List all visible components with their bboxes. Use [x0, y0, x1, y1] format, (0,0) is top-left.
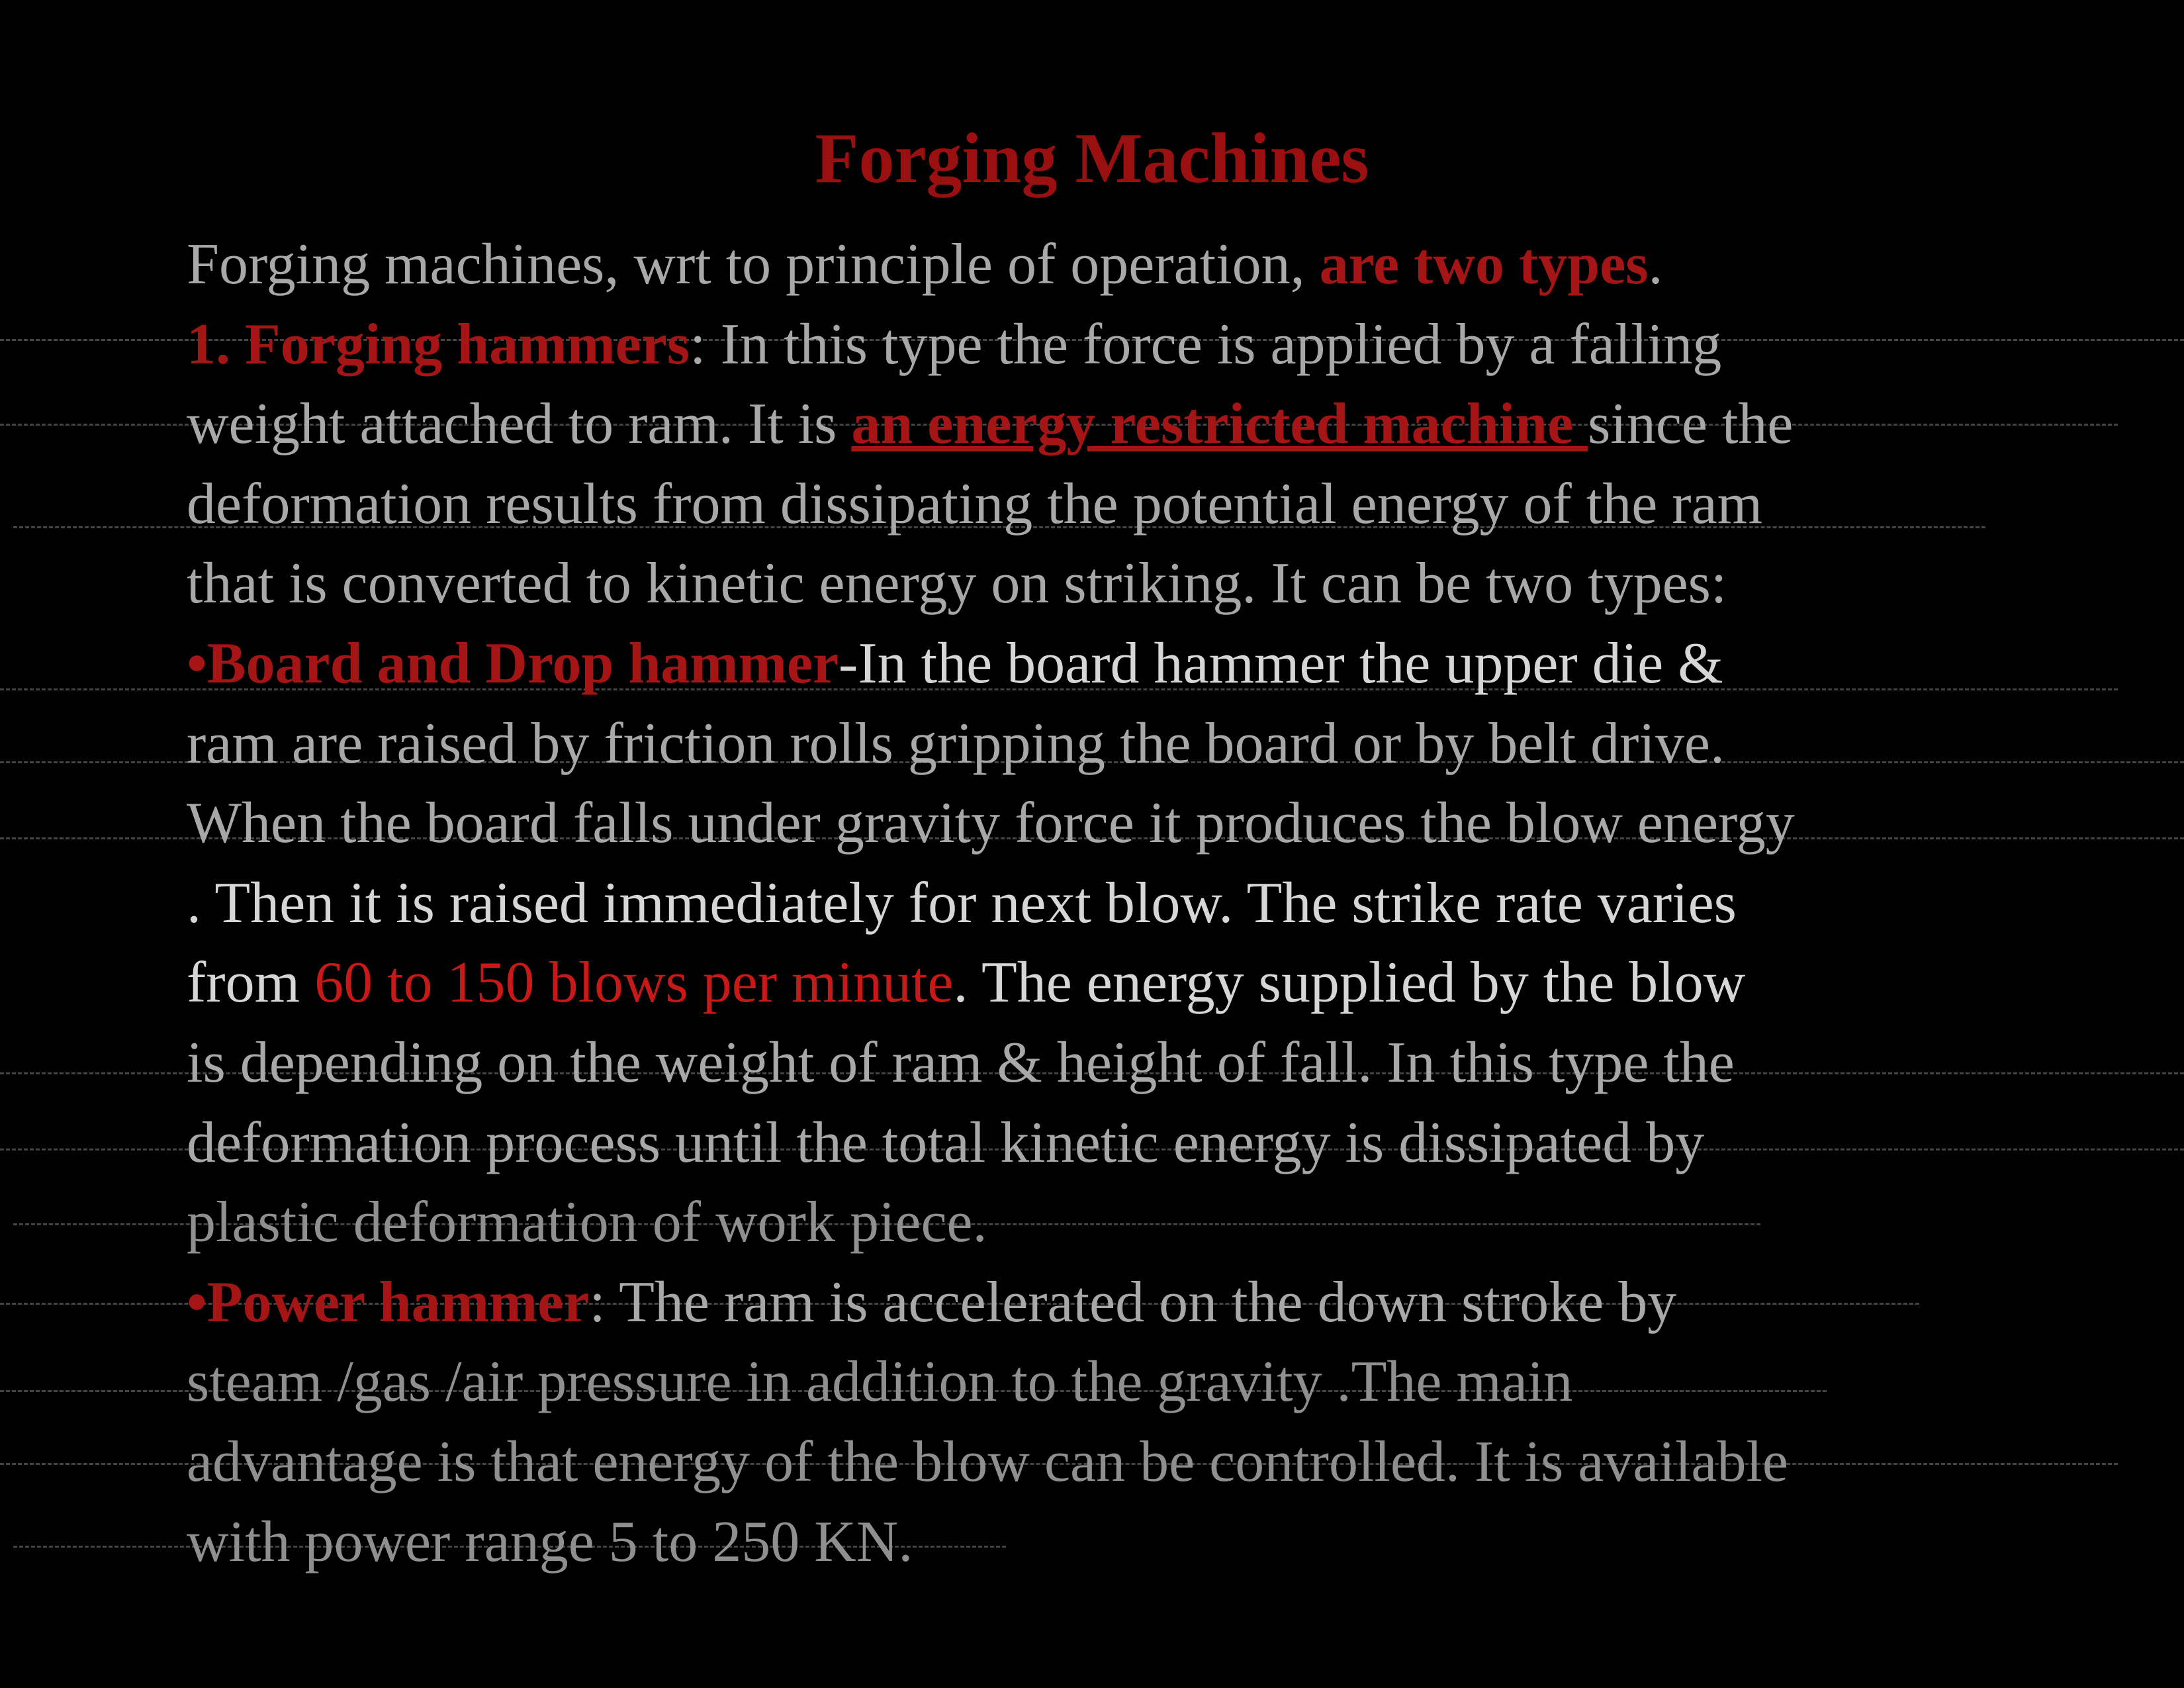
paragraph-line	[187, 1503, 2026, 1583]
paragraph-line	[187, 864, 2026, 944]
highlighted-text: 1. Forging hammers	[187, 312, 690, 377]
line-text: since the	[1588, 392, 1794, 457]
line-text: Forging machines, wrt to principle of operation,	[187, 232, 1320, 297]
paragraph-line	[187, 943, 2026, 1023]
line-text: plastic deformation of work piece.	[187, 1190, 987, 1255]
line-text: . Then it is raised immediately for next blow. The strike rate varies	[187, 870, 1737, 935]
paragraph-line	[187, 305, 2026, 385]
slide-title: Forging Machines	[815, 119, 1369, 198]
paragraph-line	[187, 225, 2026, 305]
highlighted-text: •Board and Drop hammer	[187, 631, 839, 696]
paragraph-line	[187, 624, 2026, 704]
highlighted-text: •Power hammer	[187, 1270, 590, 1335]
highlighted-text: are two types	[1319, 232, 1649, 297]
line-text: advantage is that energy of the blow can be controlled. It is available	[187, 1429, 1788, 1494]
paragraph-line	[187, 544, 2026, 624]
paragraph-line	[187, 1423, 2026, 1503]
line-text: from	[187, 951, 315, 1015]
line-text: deformation process until the total kinetic energy is dissipated by	[187, 1110, 1705, 1175]
line-text: is depending on the weight of ram & height of fall. In this type the	[187, 1030, 1735, 1095]
line-text: deformation results from dissipating the potential energy of the ram	[187, 471, 1763, 536]
paragraph-line	[187, 1023, 2026, 1103]
highlighted-text: 60 to 150 blows per minute	[314, 951, 954, 1015]
slide-body	[187, 225, 2026, 1582]
line-text: with power range 5 to 250 KN.	[187, 1509, 913, 1574]
line-text: ram are raised by friction rolls gripping the board or by belt drive.	[187, 711, 1725, 776]
line-text: : The ram is accelerated on the down stroke by	[589, 1270, 1677, 1335]
paragraph-line	[187, 385, 2026, 465]
line-text: When the board falls under gravity force it produces the blow energy	[187, 791, 1795, 856]
line-text: -In the board hammer the upper die &	[839, 631, 1723, 696]
line-text: .	[1648, 232, 1663, 297]
line-text: weight attached to ram. It is	[187, 392, 852, 457]
paragraph-line	[187, 704, 2026, 784]
paragraph-line	[187, 465, 2026, 545]
line-text: that is converted to kinetic energy on striking. It can be two types:	[187, 551, 1727, 616]
paragraph-line	[187, 1263, 2026, 1343]
line-text: . The energy supplied by the blow	[953, 951, 1746, 1015]
paragraph-line	[187, 1183, 2026, 1263]
paragraph-line	[187, 784, 2026, 864]
paragraph-line	[187, 1342, 2026, 1423]
highlighted-text: an energy restricted machine	[851, 392, 1588, 457]
paragraph-line	[187, 1103, 2026, 1184]
line-text: : In this type the force is applied by a falling	[690, 312, 1722, 377]
line-text: steam /gas /air pressure in addition to the gravity .The main	[187, 1350, 1573, 1415]
